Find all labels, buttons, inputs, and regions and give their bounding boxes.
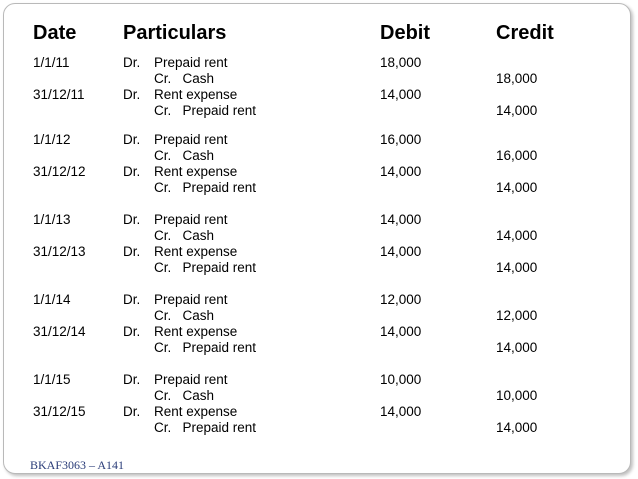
row-credit: 14,000 — [496, 228, 538, 243]
row-date: 1/1/14 — [33, 292, 71, 307]
row-debit: 18,000 — [380, 55, 422, 70]
row-account: Prepaid rent — [154, 292, 228, 307]
row-account: Cr. Cash — [154, 388, 215, 403]
row-debit: 14,000 — [380, 324, 422, 339]
row-account: Prepaid rent — [154, 55, 228, 70]
row-debit: 14,000 — [380, 164, 422, 179]
row-account: Cr. Cash — [154, 228, 215, 243]
row-account: Cr. Prepaid rent — [154, 420, 257, 435]
row-debit: 14,000 — [380, 212, 422, 227]
row-account: Prepaid rent — [154, 212, 228, 227]
header-debit: Debit — [380, 22, 430, 44]
row-dr-marker: Dr. — [123, 55, 141, 70]
row-date: 31/12/14 — [33, 324, 86, 339]
row-credit: 14,000 — [496, 103, 538, 118]
row-account: Cr. Cash — [154, 71, 215, 86]
row-debit: 14,000 — [380, 404, 422, 419]
row-account: Rent expense — [154, 164, 238, 179]
row-dr-marker: Dr. — [123, 212, 141, 227]
row-date: 31/12/11 — [33, 87, 85, 102]
row-dr-marker: Dr. — [123, 324, 141, 339]
row-dr-marker: Dr. — [123, 292, 141, 307]
row-debit: 14,000 — [380, 244, 422, 259]
row-account: Cr. Prepaid rent — [154, 180, 257, 195]
row-account: Cr. Cash — [154, 308, 215, 323]
row-dr-marker: Dr. — [123, 244, 141, 259]
row-date: 31/12/13 — [33, 244, 86, 259]
row-date: 1/1/11 — [33, 55, 70, 70]
row-debit: 14,000 — [380, 87, 422, 102]
row-date: 1/1/15 — [33, 372, 71, 387]
row-account: Rent expense — [154, 87, 238, 102]
row-credit: 14,000 — [496, 180, 538, 195]
row-account: Cr. Cash — [154, 148, 215, 163]
row-dr-marker: Dr. — [123, 132, 141, 147]
row-debit: 16,000 — [380, 132, 422, 147]
row-debit: 12,000 — [380, 292, 422, 307]
row-account: Rent expense — [154, 324, 238, 339]
row-account: Prepaid rent — [154, 132, 228, 147]
row-credit: 14,000 — [496, 260, 538, 275]
row-dr-marker: Dr. — [123, 164, 141, 179]
row-account: Rent expense — [154, 404, 238, 419]
row-dr-marker: Dr. — [123, 372, 141, 387]
header-credit: Credit — [496, 22, 554, 44]
row-date: 1/1/12 — [33, 132, 71, 147]
header-date: Date — [33, 22, 77, 44]
footer-course-code: BKAF3063 – A141 — [30, 458, 125, 472]
row-credit: 14,000 — [496, 340, 538, 355]
row-dr-marker: Dr. — [123, 404, 141, 419]
row-credit: 14,000 — [496, 420, 538, 435]
row-account: Rent expense — [154, 244, 238, 259]
row-dr-marker: Dr. — [123, 87, 141, 102]
row-account: Cr. Prepaid rent — [154, 260, 257, 275]
row-credit: 10,000 — [496, 388, 538, 403]
header-particulars: Particulars — [123, 22, 227, 44]
row-credit: 18,000 — [496, 71, 538, 86]
row-date: 31/12/12 — [33, 164, 86, 179]
row-debit: 10,000 — [380, 372, 422, 387]
row-account: Cr. Prepaid rent — [154, 340, 257, 355]
row-date: 31/12/15 — [33, 404, 86, 419]
row-account: Cr. Prepaid rent — [154, 103, 257, 118]
row-account: Prepaid rent — [154, 372, 228, 387]
row-date: 1/1/13 — [33, 212, 71, 227]
row-credit: 12,000 — [496, 308, 538, 323]
row-credit: 16,000 — [496, 148, 538, 163]
